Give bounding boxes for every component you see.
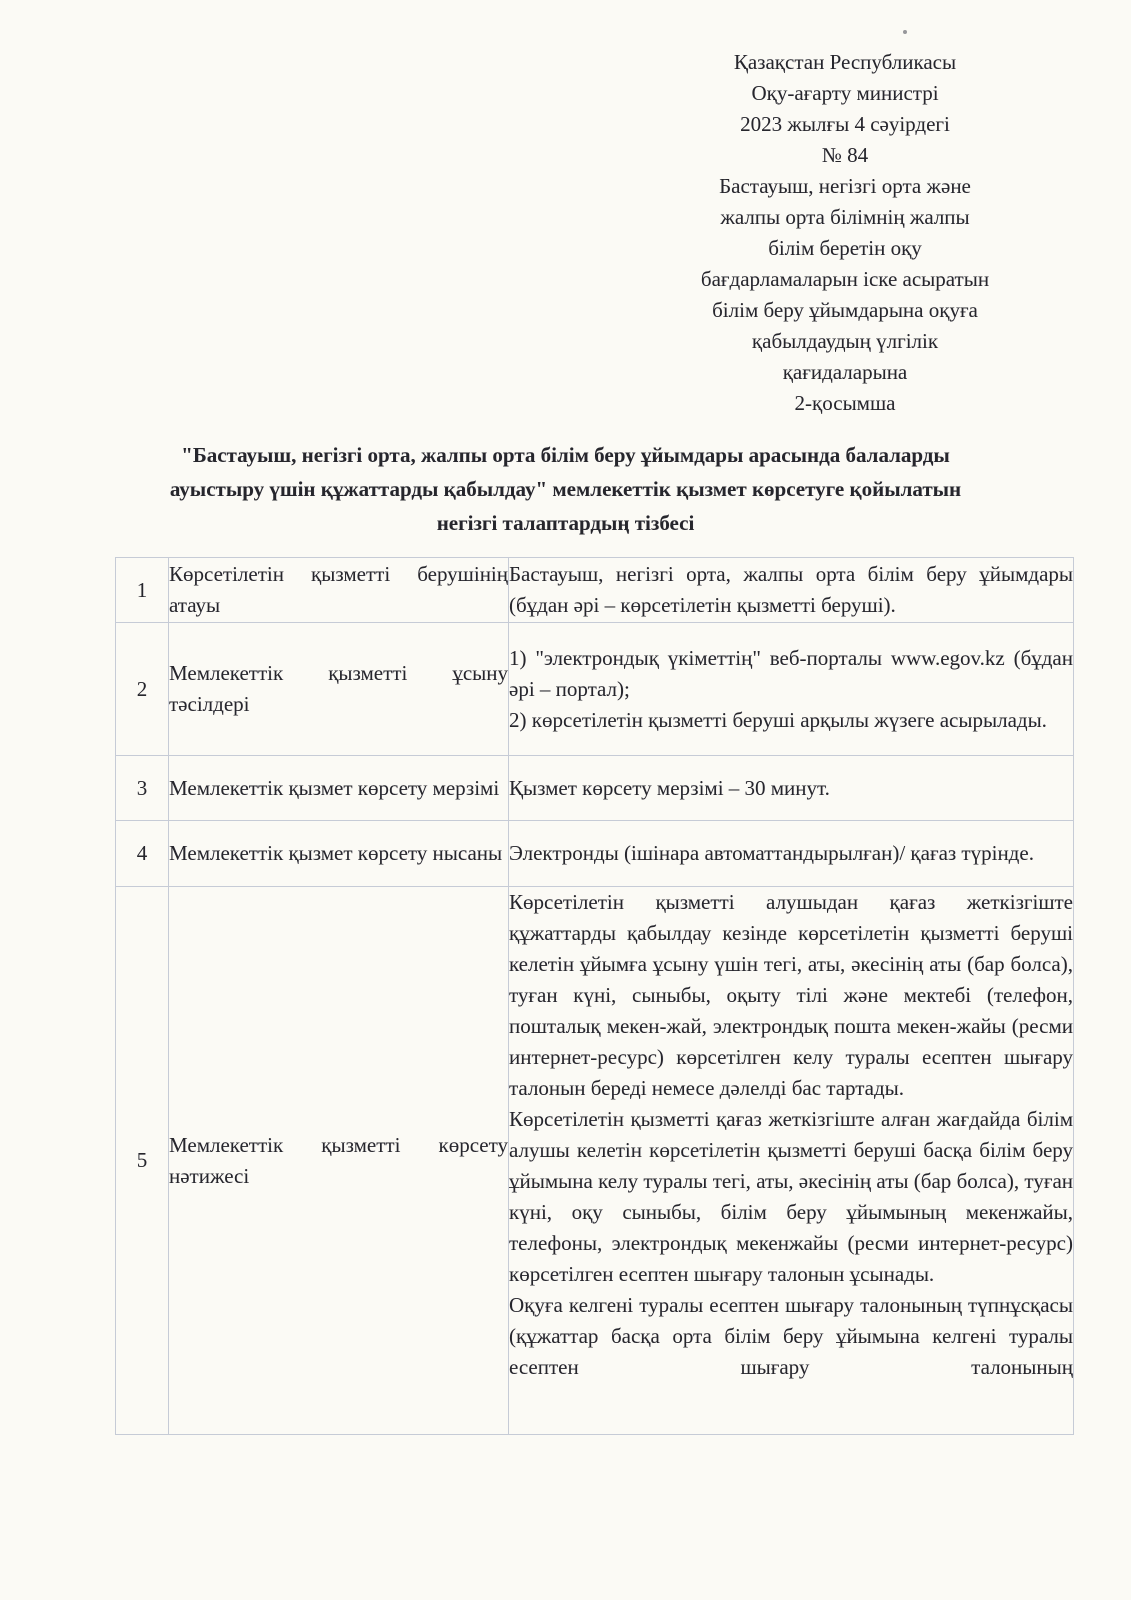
row-content-paragraph: 2) көрсетілетін қызметті беруші арқылы жүзеге асырылады. <box>509 707 1047 732</box>
issuer-line: білім беретін оқу <box>768 236 922 260</box>
scan-speck <box>903 30 907 34</box>
row-content <box>509 821 1074 887</box>
row-label: Мемлекеттік қызмет көрсету нысаны <box>169 821 509 887</box>
table-row <box>116 821 1074 887</box>
row-number: 3 <box>116 756 169 821</box>
issuer-line: Оқу-ағарту министрі <box>751 81 939 105</box>
document-title-line: ауыстыру үшін құжаттарды қабылдау" мемлекеттік қызмет көрсетуге қойылатын <box>169 477 962 501</box>
issuer-line: білім беру ұйымдарына оқуға <box>712 298 978 322</box>
table-row <box>116 558 1074 623</box>
row-label: Мемлекеттік қызметті ұсыну тәсілдері <box>169 623 509 756</box>
issuer-line: Бастауыш, негізгі орта және <box>719 174 971 198</box>
document-title-line: негізгі талаптардың тізбесі <box>436 511 695 535</box>
requirements-table <box>115 557 1074 1435</box>
row-content <box>509 887 1074 1435</box>
issuer-line: қабылдаудың үлгілік <box>751 329 939 353</box>
issuer-line: № 84 <box>821 143 869 167</box>
document-title <box>85 438 1046 540</box>
table-row <box>116 756 1074 821</box>
row-number: 2 <box>116 623 169 756</box>
issuer-line: бағдарламаларын іске асыратын <box>700 267 990 291</box>
issuer-line: 2023 жылғы 4 сәуірдегі <box>740 112 950 136</box>
row-content <box>509 756 1074 821</box>
row-number: 5 <box>116 887 169 1435</box>
row-content-paragraph: Көрсетілетін қызметті алушыдан қағаз жеткізгіште құжаттарды қабылдау кезінде көрсетілетін қызметті беруші келетін ұйымға ұсыну үшін тегі, аты, әкесінің аты (бар болса), туған күні, сыныбы, оқыту тілі және мектебі (телефон, пошталық мекен-жай, электрондық пошта мекен-жайы (ресми интернет-ресурс) көрсетілген келу туралы есептен шығару талонын береді немесе дәлелді бас тартады. <box>509 890 1073 1100</box>
row-content <box>509 623 1074 756</box>
table-row <box>116 623 1074 756</box>
row-content-paragraph: Оқуға келгені туралы есептен шығару талонының түпнұсқасы (құжаттар басқа орта білім беру ұйымына келгені туралы есептен шығару талонының <box>509 1293 1073 1379</box>
row-content-paragraph: Электронды (ішінара автоматтандырылған)/ қағаз түрінде. <box>509 841 1034 865</box>
row-label: Көрсетілетін қызметті берушінің атауы <box>169 558 509 623</box>
row-number: 1 <box>116 558 169 623</box>
row-number: 4 <box>116 821 169 887</box>
issuer-line: 2-қосымша <box>794 391 896 415</box>
row-content-paragraph: Бастауыш, негізгі орта, жалпы орта білім беру ұйымдары (бұдан әрі – көрсетілетін қызметті беруші). <box>509 562 1073 617</box>
row-content-paragraph: Көрсетілетін қызметті қағаз жеткізгіште алған жағдайда білім алушы келетін көрсетілетін қызметті беруші басқа білім беру ұйымына келу туралы тегі, аты, әкесінің аты (бар болса), туған күні, оқу сыныбы, білім беру ұйымының мекенжайы, телефоны, электрондық мекенжайы (ресми интернет-ресурс) көрсетілген есептен шығару талонын ұсынады. <box>509 1107 1073 1286</box>
row-content-paragraph: Қызмет көрсету мерзімі – 30 минут. <box>509 775 830 800</box>
table-row <box>116 887 1074 1435</box>
row-content-paragraph: 1) "электрондық үкіметтің" веб-порталы www.egov.kz (бұдан әрі – портал); <box>509 645 1073 701</box>
row-label: Мемлекеттік қызмет көрсету мерзімі <box>169 756 509 821</box>
issuer-block <box>625 47 1065 419</box>
row-content <box>509 558 1074 623</box>
issuer-line: қағидаларына <box>782 360 908 384</box>
issuer-line: Қазақстан Республикасы <box>733 50 957 74</box>
issuer-line: жалпы орта білімнің жалпы <box>720 205 970 229</box>
row-label: Мемлекеттік қызметті көрсету нәтижесі <box>169 887 509 1435</box>
document-title-line: "Бастауыш, негізгі орта, жалпы орта білім беру ұйымдары арасында балаларды <box>181 443 950 467</box>
